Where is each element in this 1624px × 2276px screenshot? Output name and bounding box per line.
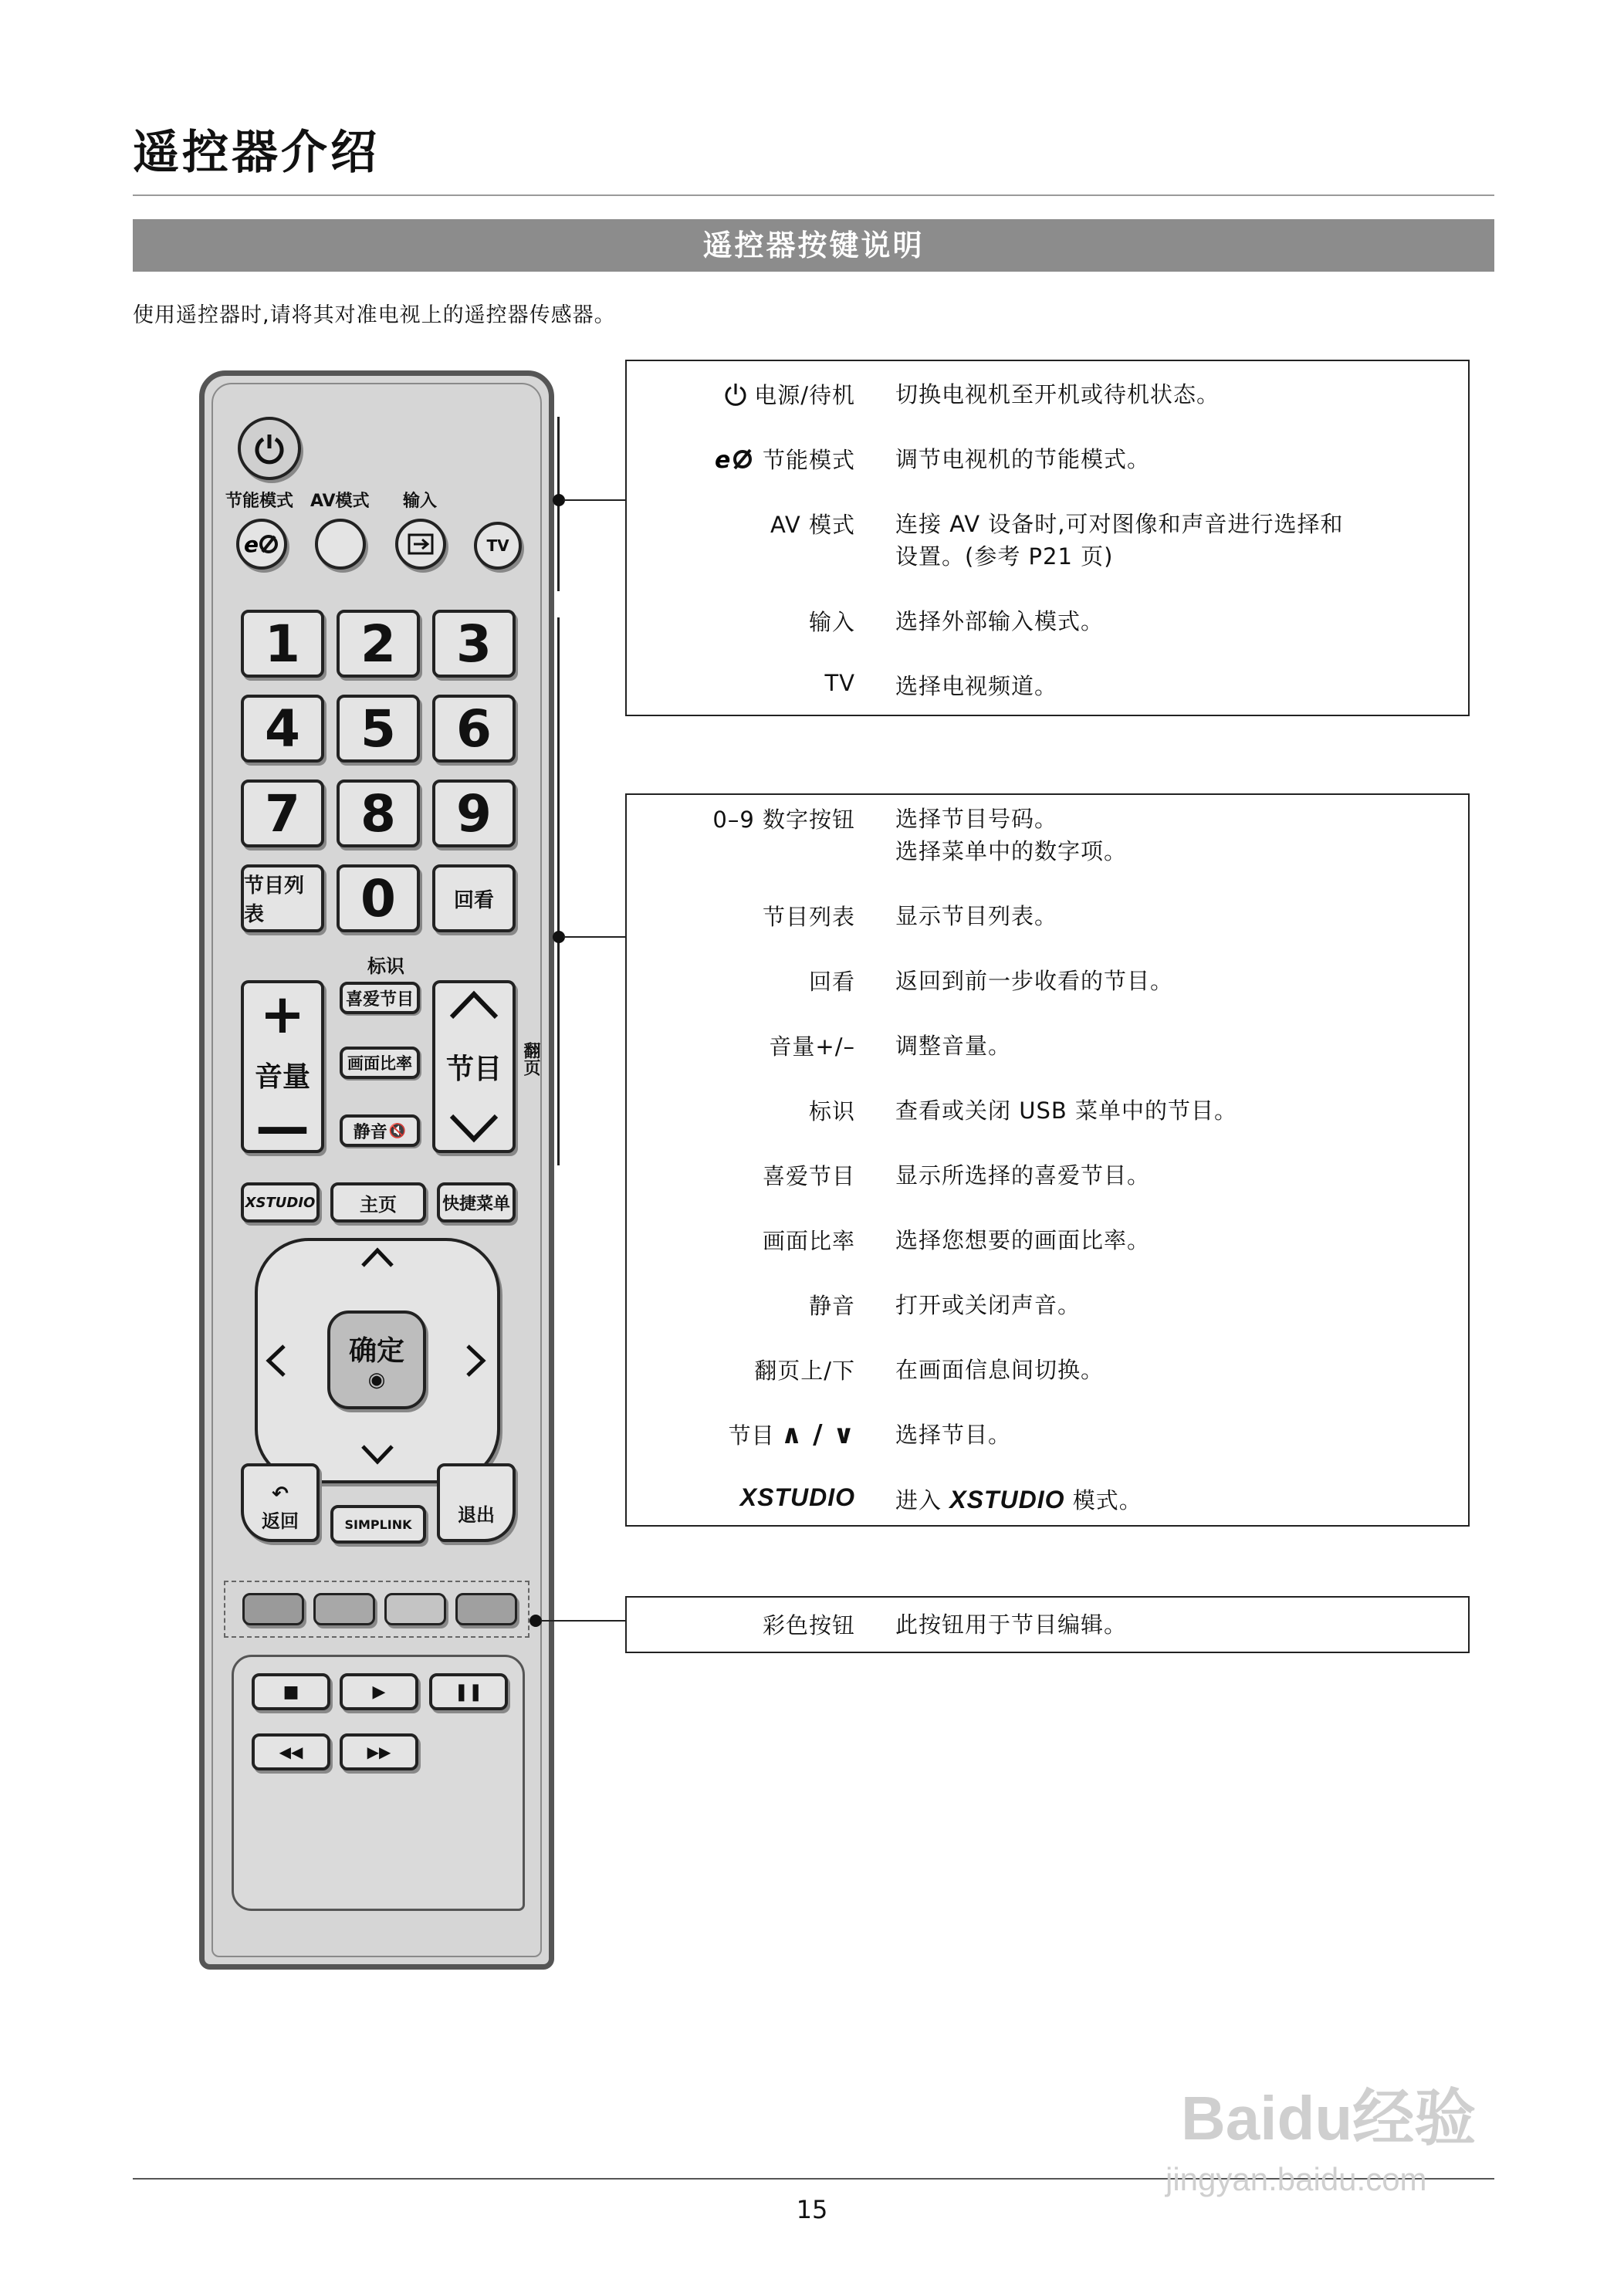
section-banner: 遥控器按键说明 bbox=[133, 219, 1494, 272]
color-button-yellow bbox=[384, 1593, 446, 1625]
bracket-line-2 bbox=[557, 617, 560, 1165]
color-button-red bbox=[242, 1593, 304, 1625]
rewind-icon: ◀◀ bbox=[279, 1743, 303, 1761]
rewind-button bbox=[252, 1733, 330, 1770]
eco-button bbox=[236, 519, 287, 570]
eco-icon bbox=[713, 448, 756, 471]
connector-line-3 bbox=[540, 1620, 625, 1622]
ok-dot-icon: ◉ bbox=[367, 1368, 386, 1392]
return-arrow-icon: ↶ bbox=[272, 1483, 289, 1506]
connector-line-2 bbox=[563, 936, 625, 938]
chevron-down-icon bbox=[447, 1111, 501, 1145]
page-label: 翻页 bbox=[521, 1042, 540, 1076]
av-mode-label: AV模式 bbox=[310, 492, 370, 511]
back-button: ↶ 返回 bbox=[241, 1463, 320, 1542]
page-title: 遥控器介绍 bbox=[133, 126, 380, 180]
exit-button: 退出 bbox=[437, 1463, 516, 1542]
power-icon bbox=[723, 382, 748, 407]
input-label: 输入 bbox=[403, 492, 438, 511]
stop-icon: ■ bbox=[283, 1682, 299, 1702]
digit-6-button: 6 bbox=[432, 695, 516, 763]
page-number: 15 bbox=[796, 2195, 828, 2224]
mark-label: 标识 bbox=[367, 955, 404, 977]
input-button bbox=[395, 519, 446, 570]
program-rocker: 节目 bbox=[432, 980, 516, 1153]
av-mode-button bbox=[315, 519, 366, 570]
nav-down-icon bbox=[358, 1442, 397, 1468]
minus-icon: — bbox=[255, 1095, 310, 1158]
description-box-power: 电源/待机 切换电视机至开机或待机状态。 e 节能模式 调节电视机的节能模式。 AV 模式 连接 AV 设备时,可对图像和声音进行选择和 设置。(参考 P21 页) 输入 选择外部输入模式。 TV 选择电视频道。 bbox=[625, 360, 1470, 716]
stop-button bbox=[252, 1673, 330, 1710]
digit-7-button: 7 bbox=[241, 780, 324, 847]
power-icon bbox=[252, 431, 286, 465]
favorite-button: 喜爱节目 bbox=[340, 982, 420, 1014]
simplink-button: SIMPLINK bbox=[330, 1505, 426, 1544]
pause-icon: ❚❚ bbox=[454, 1682, 483, 1702]
nav-left-icon bbox=[262, 1341, 289, 1380]
digit-8-button: 8 bbox=[337, 780, 420, 847]
plus-icon: + bbox=[259, 982, 306, 1046]
color-button-green bbox=[313, 1593, 375, 1625]
description-box-numbers: 0–9 数字按钮 选择节目号码。 选择菜单中的数字项。 节目列表 显示节目列表。 回看 返回到前一步收看的节目。 音量+/– 调整音量。 标识 查看或关闭 USB 菜单中的节目。 喜爱节目 显示所选择的喜爱节目。 画面比率 选择您想要的画面比率。 静音 打开或关闭声音。 翻页上/下 在画面信息间切换。 节目 ∧ / ∨ 选择节目。 XSTUDIO 进入 XSTUDIO 模式。 bbox=[625, 793, 1470, 1527]
svg-text:e: e bbox=[244, 533, 259, 556]
input-icon bbox=[407, 533, 435, 556]
color-button-blue bbox=[455, 1593, 517, 1625]
power-button bbox=[238, 417, 301, 480]
home-button: 主页 bbox=[330, 1182, 426, 1223]
eco-mode-label: 节能模式 bbox=[225, 492, 294, 511]
pause-button bbox=[429, 1673, 508, 1710]
nav-up-icon bbox=[358, 1244, 397, 1270]
play-button bbox=[340, 1673, 418, 1710]
ratio-button: 画面比率 bbox=[340, 1047, 420, 1079]
recall-button: 回看 bbox=[432, 864, 516, 932]
digit-2-button: 2 bbox=[337, 610, 420, 678]
svg-text:e: e bbox=[714, 447, 732, 471]
nav-right-icon bbox=[463, 1341, 489, 1380]
digit-3-button: 3 bbox=[432, 610, 516, 678]
watermark-logo: Baidu经验 bbox=[1181, 2084, 1477, 2153]
digit-1-button: 1 bbox=[241, 610, 324, 678]
play-icon: ▶ bbox=[372, 1682, 386, 1702]
watermark-url: jingyan.baidu.com bbox=[1166, 2161, 1427, 2197]
digit-9-button: 9 bbox=[432, 780, 516, 847]
volume-rocker: + 音量 — bbox=[241, 980, 324, 1153]
program-up-down-icon: ∧ / ∨ bbox=[780, 1419, 855, 1450]
chevron-up-icon bbox=[447, 988, 501, 1022]
description-box-color: 彩色按钮 此按钮用于节目编辑。 bbox=[625, 1596, 1470, 1653]
mute-button: 静音 🔇 bbox=[340, 1114, 420, 1147]
connector-line-1 bbox=[563, 499, 625, 501]
tv-button: TV bbox=[474, 522, 522, 570]
xstudio-button: XSTUDIO bbox=[241, 1182, 320, 1223]
xstudio-logo: XSTUDIO bbox=[949, 1486, 1065, 1513]
xstudio-logo: XSTUDIO bbox=[739, 1483, 855, 1511]
speaker-mute-icon: 🔇 bbox=[388, 1122, 407, 1139]
title-divider bbox=[133, 194, 1494, 196]
digit-0-button: 0 bbox=[337, 864, 420, 932]
digit-4-button: 4 bbox=[241, 695, 324, 763]
eco-icon bbox=[244, 533, 279, 556]
fast-forward-icon: ▶▶ bbox=[367, 1743, 391, 1761]
ok-button: 确定 ◉ bbox=[327, 1310, 426, 1409]
quick-menu-button: 快捷菜单 bbox=[437, 1182, 516, 1223]
digit-5-button: 5 bbox=[337, 695, 420, 763]
intro-text: 使用遥控器时,请将其对准电视上的遥控器传感器。 bbox=[133, 303, 616, 327]
fast-forward-button bbox=[340, 1733, 418, 1770]
program-list-button: 节目列表 bbox=[241, 864, 324, 932]
